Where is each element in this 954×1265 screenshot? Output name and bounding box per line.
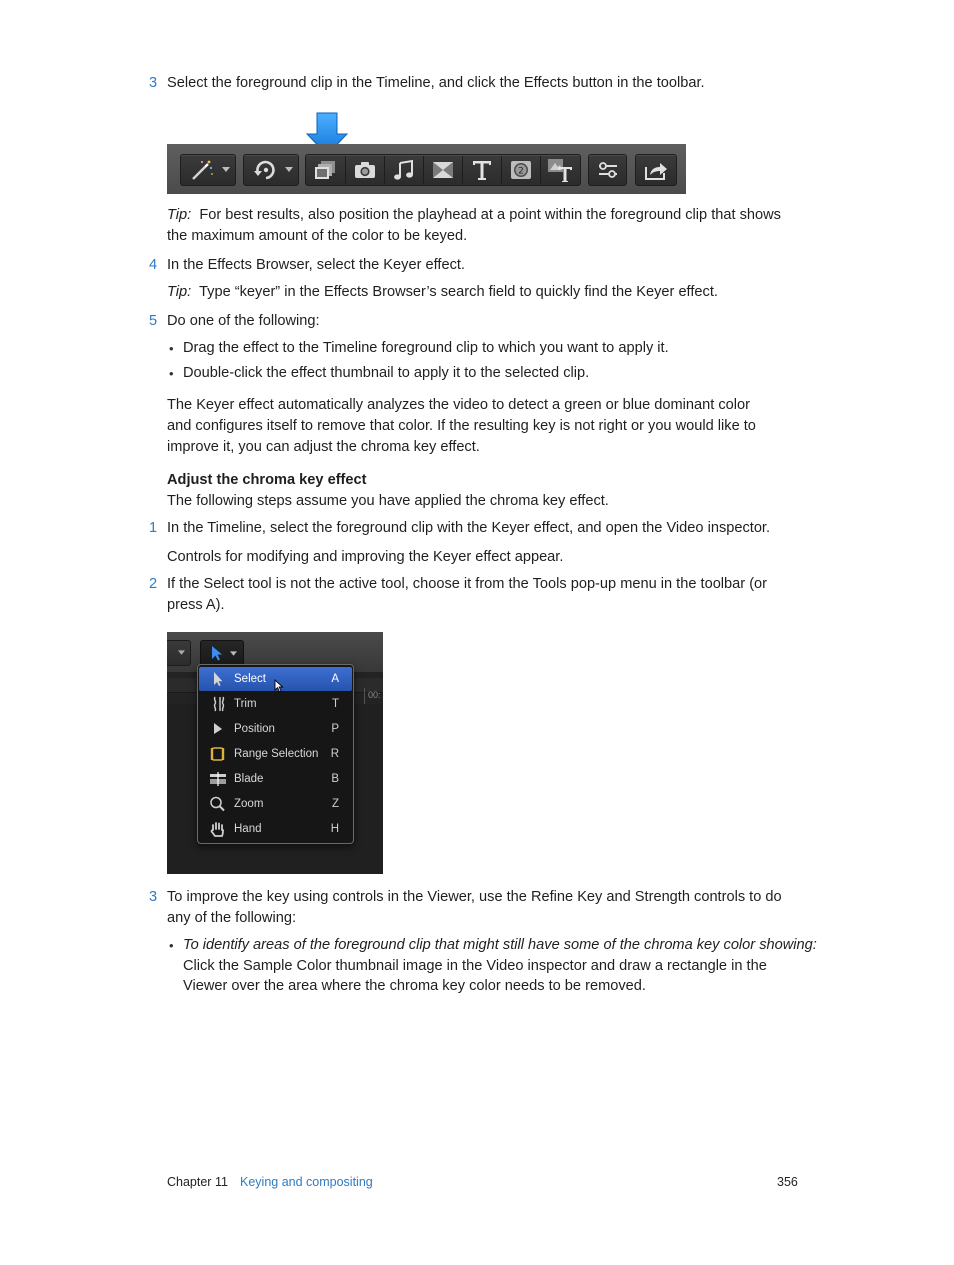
step-text: any of the following: <box>167 910 296 926</box>
ruler-tick <box>364 688 365 704</box>
effects-icon <box>314 159 338 181</box>
menu-item-shortcut: R <box>330 748 339 760</box>
tip-text: Type “keyer” in the Effects Browser’s search field to quickly find the Keyer effect. <box>199 284 718 300</box>
retime-icon <box>250 155 280 185</box>
tip-text-line2: the maximum amount of the color to be keyed. <box>167 228 468 244</box>
menu-item-shortcut: H <box>330 823 339 835</box>
menu-item-label: Hand <box>234 823 262 835</box>
menu-item-label: Trim <box>234 698 257 710</box>
footer-chapter: Chapter 11 <box>167 1175 228 1189</box>
titles-icon <box>470 159 494 181</box>
chevron-down-icon <box>219 155 233 185</box>
step-text: If the Select tool is not the active tool, choose it from the Tools pop-up menu in the toolbar (or <box>167 576 768 592</box>
tip-text-line1: For best results, also position the playhead at a point within the foreground clip that shows <box>199 207 781 223</box>
menu-item-shortcut: T <box>331 698 339 710</box>
tools-popup-button[interactable] <box>200 640 244 666</box>
step-text: In the Timeline, select the foreground clip with the Keyer effect, and open the Video inspector. <box>167 520 771 536</box>
toolbar-screenshot <box>167 144 686 194</box>
blade-icon <box>209 771 227 787</box>
select-arrow-icon <box>209 671 227 687</box>
step-subtext: Controls for modifying and improving the Keyer effect appear. <box>167 549 564 565</box>
inspector-icon <box>589 155 626 185</box>
select-arrow-icon <box>211 645 223 661</box>
tip-paragraph <box>167 282 718 303</box>
media-browser-buttons <box>305 154 581 186</box>
photos-icon <box>353 159 377 181</box>
bullet-italic-text: To identify areas of the foreground clip that might still have some of the chroma key color showing: <box>183 937 817 953</box>
bullet-dot: • <box>169 938 174 953</box>
menu-item-range-selection[interactable] <box>199 742 352 766</box>
menu-item-label: Zoom <box>234 798 264 810</box>
transitions-icon <box>431 159 455 181</box>
menu-item-hand[interactable] <box>199 817 352 841</box>
section-heading: Adjust the chroma key effect <box>167 472 367 488</box>
menu-item-trim[interactable] <box>199 692 352 716</box>
menu-item-shortcut: B <box>331 773 339 785</box>
generators-icon <box>509 159 533 181</box>
retime-button[interactable] <box>243 154 299 186</box>
step-number: 3 <box>149 889 158 905</box>
position-icon <box>209 721 227 737</box>
trim-icon <box>209 696 227 712</box>
titles-button[interactable] <box>462 155 501 185</box>
bullet-text: Double-click the effect thumbnail to apply it to the selected clip. <box>183 365 590 381</box>
menu-item-position[interactable] <box>199 717 352 741</box>
step-text: In the Effects Browser, select the Keyer effect. <box>167 257 465 273</box>
themes-button[interactable] <box>540 155 580 185</box>
section-intro: The following steps assume you have applied the chroma key effect. <box>167 493 609 509</box>
themes-icon <box>547 158 573 182</box>
step-number: 5 <box>149 313 158 329</box>
generators-button[interactable] <box>501 155 540 185</box>
menu-item-shortcut: A <box>331 673 339 685</box>
bullet-text: Drag the effect to the Timeline foreground clip to which you want to apply it. <box>183 340 669 356</box>
tools-menu-screenshot <box>167 632 383 874</box>
share-button[interactable] <box>635 154 677 186</box>
tip-label: Tip: <box>167 207 192 223</box>
menu-item-label: Position <box>234 723 275 735</box>
menu-item-label: Blade <box>234 773 264 785</box>
paragraph-line: and configures itself to remove that color. If the resulting key is not right or you would like to <box>167 418 756 434</box>
menu-item-select[interactable] <box>199 667 352 691</box>
bullet-dot: • <box>169 341 174 356</box>
music-icon <box>392 159 416 181</box>
step-text: To improve the key using controls in the Viewer, use the Refine Key and Strength controls to do <box>167 889 782 905</box>
bullet-dot: • <box>169 366 174 381</box>
menu-item-label: Range Selection <box>234 748 319 760</box>
page-number: 356 <box>777 1175 798 1189</box>
chevron-down-icon <box>230 651 237 657</box>
step-text: press A). <box>167 597 225 613</box>
svg-text:2: 2 <box>517 166 524 177</box>
transitions-button[interactable] <box>423 155 462 185</box>
hand-icon <box>209 821 227 837</box>
effects-button[interactable] <box>306 155 345 185</box>
step-number: 1 <box>149 520 158 536</box>
step-number: 4 <box>149 257 158 273</box>
magic-wand-button[interactable] <box>180 154 236 186</box>
step-text: Select the foreground clip in the Timeline, and click the Effects button in the toolbar. <box>167 75 705 91</box>
bullet-text: Click the Sample Color thumbnail image in the Video inspector and draw a rectangle in the <box>183 958 767 974</box>
music-button[interactable] <box>384 155 423 185</box>
step-text: Do one of the following: <box>167 313 320 329</box>
menu-item-zoom[interactable] <box>199 792 352 816</box>
range-selection-icon <box>209 746 227 762</box>
tool-button-left[interactable] <box>167 640 191 666</box>
tip-label: Tip: <box>167 284 192 300</box>
footer-chapter-title[interactable]: Keying and compositing <box>240 1175 373 1189</box>
zoom-icon <box>209 796 227 812</box>
paragraph-line: improve it, you can adjust the chroma key effect. <box>167 439 480 455</box>
inspector-button[interactable] <box>588 154 627 186</box>
cursor-arrow-icon <box>274 679 284 693</box>
bullet-text: Viewer over the area where the chroma key color needs to be removed. <box>183 978 646 994</box>
photos-button[interactable] <box>345 155 384 185</box>
chevron-down-icon <box>282 155 296 185</box>
timecode-label: 00: <box>368 690 381 700</box>
share-icon <box>636 155 676 185</box>
menu-item-shortcut: Z <box>331 798 339 810</box>
paragraph-line: The Keyer effect automatically analyzes the video to detect a green or blue dominant color <box>167 397 751 413</box>
tip-paragraph <box>167 205 781 226</box>
menu-item-shortcut: P <box>331 723 339 735</box>
step-number: 3 <box>149 75 158 91</box>
tools-popup-menu <box>197 664 354 844</box>
magic-wand-icon <box>187 155 217 185</box>
menu-item-blade[interactable] <box>199 767 352 791</box>
step-number: 2 <box>149 576 158 592</box>
menu-item-label: Select <box>234 673 266 685</box>
